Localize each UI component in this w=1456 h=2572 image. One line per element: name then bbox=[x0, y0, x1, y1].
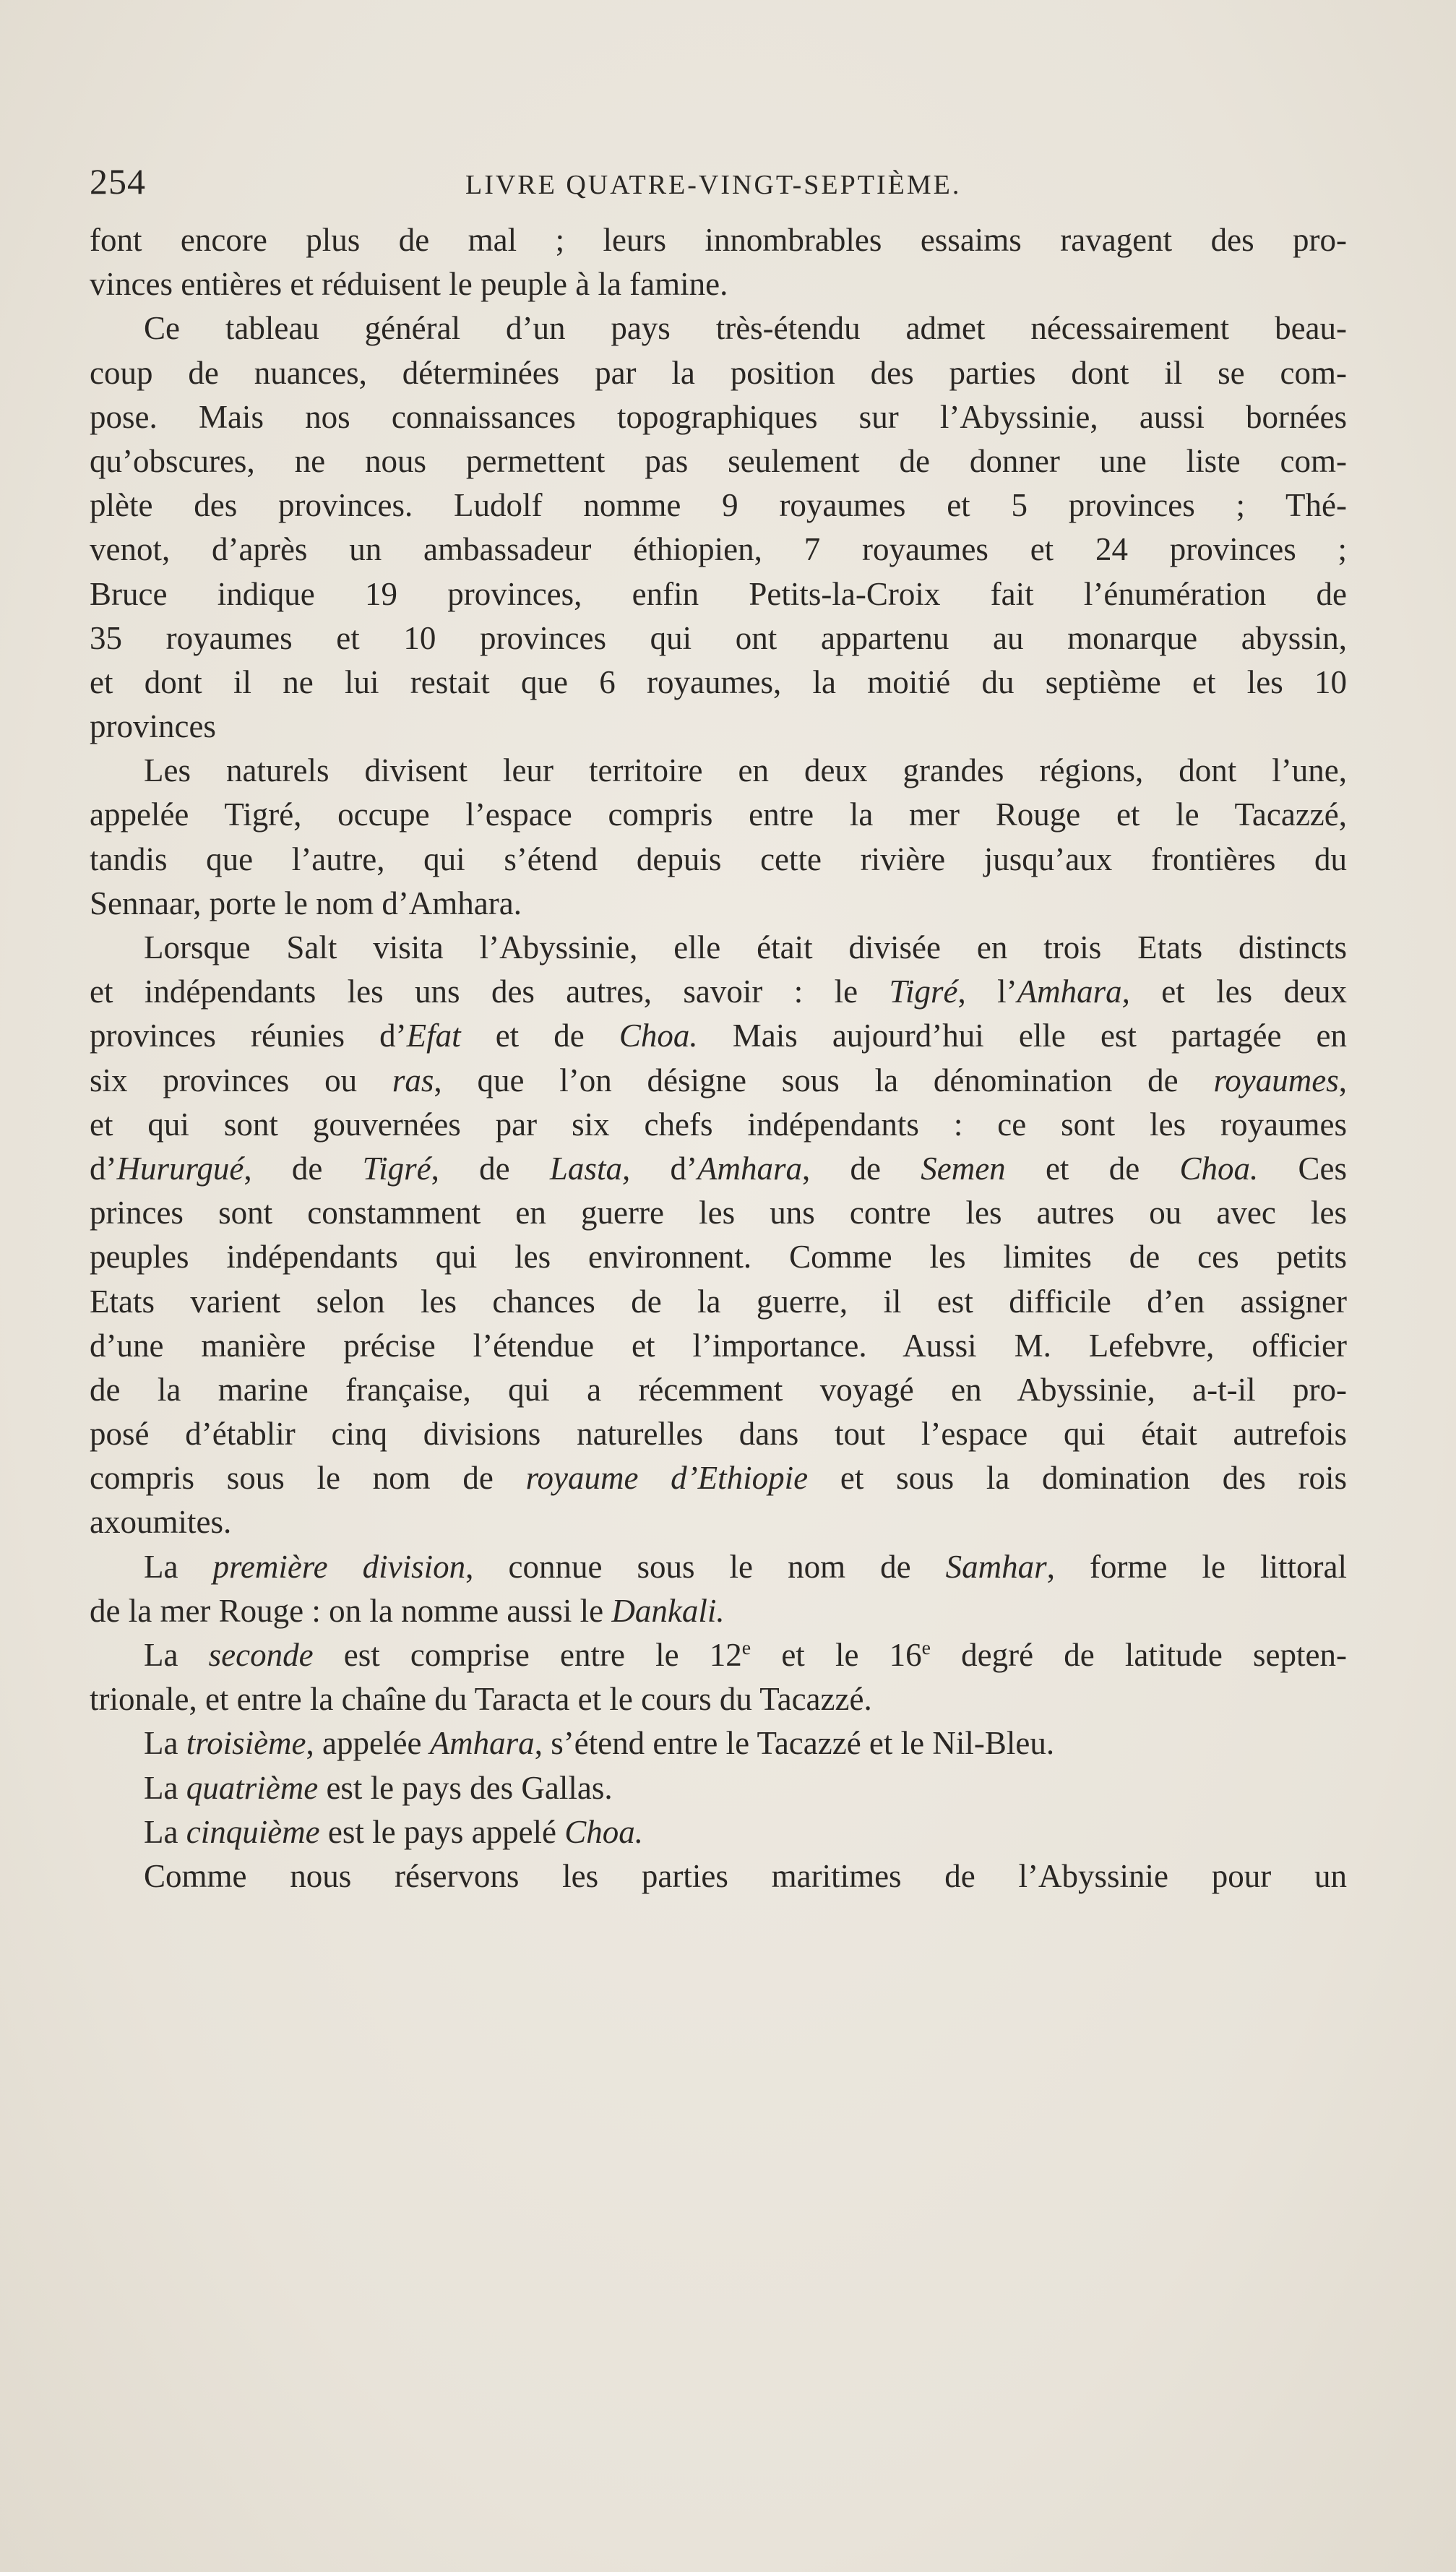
text-segment: six provinces ou bbox=[90, 1062, 392, 1098]
text-segment: , connue sous le nom de bbox=[465, 1548, 946, 1585]
text-line bbox=[90, 1766, 1347, 1810]
text-line bbox=[90, 1810, 1347, 1854]
text-segment: et indépendants les uns des autres, savoir : le bbox=[90, 973, 889, 1010]
text-segment: et qui sont gouvernées par six chefs indépendants : ce sont les royaumes bbox=[90, 1106, 1347, 1143]
italic-text: Tigré bbox=[362, 1150, 431, 1187]
text-segment: et les deux bbox=[1129, 973, 1347, 1010]
text-segment: provinces réunies d’ bbox=[90, 1018, 407, 1054]
italic-text: Samhar bbox=[945, 1548, 1047, 1585]
text-line bbox=[90, 1500, 1347, 1544]
italic-text: Amhara, bbox=[1017, 973, 1130, 1010]
text-segment: , s’étend entre le Tacazzé et le Nil-Bleu. bbox=[534, 1725, 1055, 1762]
text-segment: posé d’établir cinq divisions naturelles dans tout l’espace qui était autrefois bbox=[90, 1416, 1347, 1453]
text-segment: d’une manière précise l’étendue et l’importance. Aussi M. Lefebvre, officier bbox=[90, 1327, 1347, 1364]
text-line bbox=[90, 262, 1347, 306]
text-segment: et sous la domination des rois bbox=[808, 1460, 1347, 1497]
italic-text: Dankali. bbox=[611, 1592, 725, 1629]
page-header bbox=[90, 160, 1347, 204]
text-segment: Mais aujourd’hui elle est partagée en bbox=[697, 1018, 1347, 1054]
text-line bbox=[90, 528, 1347, 572]
text-line bbox=[90, 483, 1347, 528]
text-segment: tandis que l’autre, qui s’étend depuis cette rivière jusqu’aux frontières du bbox=[90, 840, 1347, 877]
text-line bbox=[90, 1059, 1347, 1103]
text-segment: , appelée bbox=[306, 1725, 430, 1762]
text-line bbox=[90, 1147, 1347, 1191]
text-segment: venot, d’après un ambassadeur éthiopien, 7 royaumes et 24 provinces ; bbox=[90, 531, 1347, 568]
text-segment: et de bbox=[460, 1018, 619, 1054]
text-segment: appelée Tigré, occupe l’espace compris entre la mer Rouge et le Tacazzé, bbox=[90, 796, 1347, 833]
text-line bbox=[90, 218, 1347, 262]
text-segment: d’ bbox=[90, 1150, 117, 1187]
italic-text: ras bbox=[392, 1062, 434, 1098]
text-segment: Comme nous réservons les parties maritimes de l’Abyssinie pour un bbox=[144, 1857, 1347, 1894]
text-segment: et le 16 bbox=[751, 1637, 922, 1673]
page-number: 254 bbox=[90, 161, 146, 202]
text-line bbox=[90, 1854, 1347, 1898]
text-line bbox=[90, 882, 1347, 926]
text-segment: La bbox=[144, 1769, 186, 1806]
superscript: e bbox=[921, 1637, 931, 1659]
text-segment: d’ bbox=[630, 1150, 697, 1187]
text-line bbox=[90, 838, 1347, 882]
text-line bbox=[90, 1235, 1347, 1279]
text-segment: Ces bbox=[1258, 1150, 1347, 1187]
text-line bbox=[90, 1191, 1347, 1235]
text-segment: vinces entières et réduisent le peuple à la famine. bbox=[90, 266, 728, 303]
text-segment: plète des provinces. Ludolf nomme 9 royaumes et 5 provinces ; Thé- bbox=[90, 487, 1347, 524]
italic-text: cinquième bbox=[186, 1813, 320, 1850]
text-line bbox=[90, 439, 1347, 483]
italic-text: quatrième bbox=[186, 1769, 319, 1806]
text-line bbox=[90, 395, 1347, 439]
text-segment: degré de latitude septen- bbox=[931, 1637, 1347, 1673]
text-line bbox=[90, 616, 1347, 661]
text-line bbox=[90, 1368, 1347, 1412]
italic-text: royaume d’Ethiopie bbox=[525, 1460, 809, 1497]
text-line bbox=[90, 793, 1347, 837]
text-segment: Etats varient selon les chances de la guerre, il est difficile d’en assigner bbox=[90, 1283, 1347, 1320]
text-segment: pose. Mais nos connaissances topographiques sur l’Abyssinie, aussi bornées bbox=[90, 398, 1347, 435]
text-line bbox=[90, 1412, 1347, 1456]
text-line bbox=[90, 749, 1347, 793]
text-segment: provinces bbox=[90, 708, 216, 745]
italic-text: Choa. bbox=[1179, 1150, 1259, 1187]
text-segment: Ce tableau général d’un pays très-étendu admet nécessairement beau- bbox=[144, 310, 1347, 347]
text-line bbox=[90, 1014, 1347, 1058]
text-line bbox=[90, 1324, 1347, 1368]
running-title: LIVRE QUATRE-VINGT-SEPTIÈME. bbox=[465, 170, 962, 200]
text-segment: est le pays appelé bbox=[319, 1813, 565, 1850]
text-segment: , bbox=[1338, 1062, 1347, 1098]
text-line bbox=[90, 661, 1347, 705]
italic-text: troisième bbox=[186, 1725, 306, 1762]
text-segment: et dont il ne lui restait que 6 royaumes, la moitié du septième et les 10 bbox=[90, 663, 1347, 700]
text-segment: font encore plus de mal ; leurs innombrables essaims ravagent des pro- bbox=[90, 222, 1347, 258]
text-line bbox=[90, 1589, 1347, 1633]
text-segment: Les naturels divisent leur territoire en deux grandes régions, dont l’une, bbox=[144, 752, 1347, 789]
italic-text: Semen bbox=[921, 1150, 1006, 1187]
italic-text: Choa. bbox=[619, 1018, 698, 1054]
italic-text: Amhara bbox=[429, 1725, 535, 1762]
text-segment: , de bbox=[431, 1150, 550, 1187]
text-segment: axoumites. bbox=[90, 1504, 232, 1541]
text-segment: , que l’on désigne sous la dénomination de bbox=[434, 1062, 1214, 1098]
text-segment: La bbox=[144, 1548, 213, 1585]
italic-text: seconde bbox=[208, 1637, 314, 1673]
text-segment: Bruce indique 19 provinces, enfin Petits-la-Croix fait l’énumération de bbox=[90, 575, 1347, 612]
text-segment: , l’ bbox=[957, 973, 1017, 1010]
text-segment: qu’obscures, ne nous permettent pas seulement de donner une liste com- bbox=[90, 442, 1347, 479]
text-segment: , de bbox=[801, 1150, 921, 1187]
text-line bbox=[90, 1103, 1347, 1147]
text-segment: est comprise entre le 12 bbox=[313, 1637, 742, 1673]
text-segment: Lorsque Salt visita l’Abyssinie, elle était divisée en trois Etats distincts bbox=[144, 929, 1347, 965]
text-segment: , forme le littoral bbox=[1046, 1548, 1347, 1585]
text-segment: de la marine française, qui a récemment voyagé en Abyssinie, a-t-il pro- bbox=[90, 1371, 1347, 1408]
superscript: e bbox=[741, 1637, 751, 1659]
text-line bbox=[90, 970, 1347, 1014]
text-segment: peuples indépendants qui les environnent. Comme les limites de ces petits bbox=[90, 1239, 1347, 1276]
italic-text: première division bbox=[212, 1548, 466, 1585]
italic-text: Tigré bbox=[889, 973, 958, 1010]
italic-text: Hururgué bbox=[116, 1150, 244, 1187]
italic-text: royaumes bbox=[1213, 1062, 1339, 1098]
text-segment: La bbox=[144, 1813, 186, 1850]
text-line bbox=[90, 1677, 1347, 1721]
text-segment: La bbox=[144, 1725, 186, 1762]
italic-text: Choa. bbox=[564, 1813, 644, 1850]
text-segment: , de bbox=[244, 1150, 363, 1187]
text-line bbox=[90, 1456, 1347, 1500]
text-segment: et de bbox=[1005, 1150, 1180, 1187]
text-line bbox=[90, 1280, 1347, 1324]
text-line bbox=[90, 351, 1347, 395]
text-line bbox=[90, 1633, 1347, 1677]
text-line bbox=[90, 1721, 1347, 1765]
text-segment: Sennaar, porte le nom d’Amhara. bbox=[90, 885, 522, 921]
body-text bbox=[90, 218, 1347, 1898]
text-line bbox=[90, 705, 1347, 749]
text-line bbox=[90, 926, 1347, 970]
text-segment: coup de nuances, déterminées par la position des parties dont il se com- bbox=[90, 354, 1347, 391]
text-segment: 35 royaumes et 10 provinces qui ont appartenu au monarque abyssin, bbox=[90, 619, 1347, 656]
text-segment: trionale, et entre la chaîne du Taracta et le cours du Tacazzé. bbox=[90, 1681, 872, 1718]
text-segment: La bbox=[144, 1637, 209, 1673]
text-segment: compris sous le nom de bbox=[90, 1460, 526, 1497]
italic-text: Lasta, bbox=[549, 1150, 631, 1187]
text-segment: de la mer Rouge : on la nomme aussi le bbox=[90, 1592, 612, 1629]
text-segment: princes sont constamment en guerre les uns contre les autres ou avec les bbox=[90, 1195, 1347, 1231]
italic-text: Efat bbox=[406, 1018, 461, 1054]
text-line bbox=[90, 1545, 1347, 1589]
text-line bbox=[90, 572, 1347, 616]
italic-text: Amhara bbox=[697, 1150, 802, 1187]
text-line bbox=[90, 306, 1347, 350]
text-segment: est le pays des Gallas. bbox=[318, 1769, 613, 1806]
